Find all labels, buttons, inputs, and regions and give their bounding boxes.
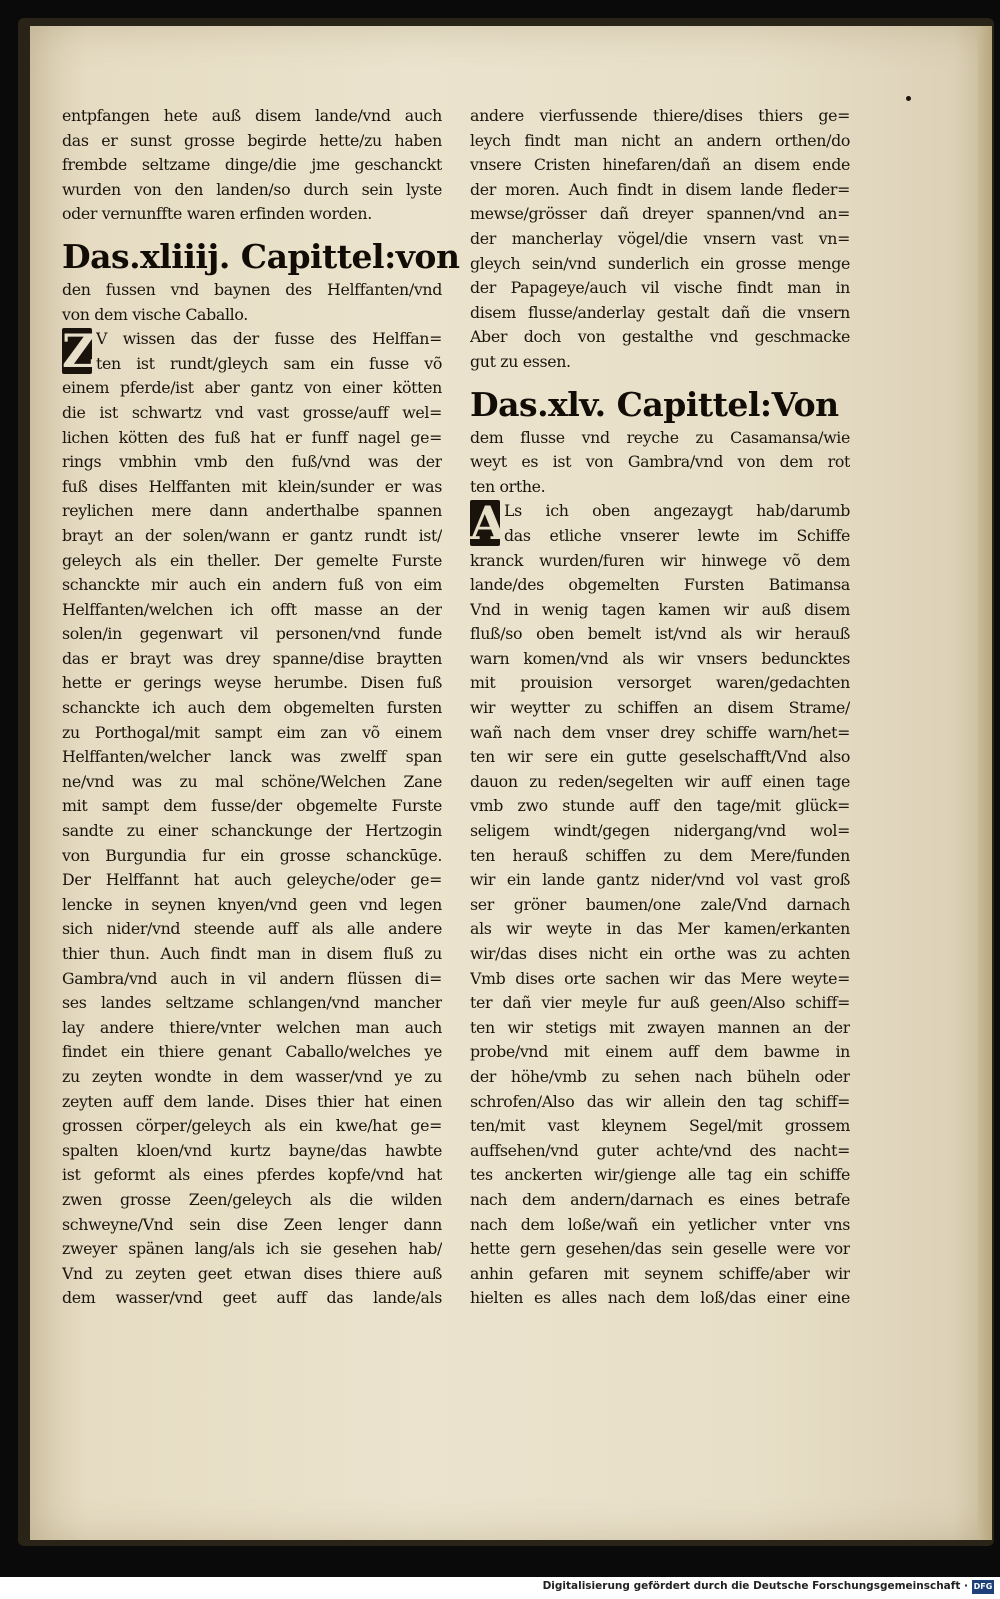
text-line: vmb zwo stunde auff den tage/mit glück=: [470, 796, 850, 816]
text-line: der höhe/vmb zu sehen nach büheln oder: [470, 1066, 850, 1086]
text-line: ter dañ vier meyle fur auß geen/Also schiff=: [470, 993, 850, 1013]
text-line: fluß/so oben bemelt ist/vnd als wir herauß: [470, 624, 850, 644]
text-line: andere vierfussende thiere/dises thiers ge=: [470, 106, 850, 125]
text-line: das er sunst grosse begirde hette/zu haben: [62, 130, 442, 150]
text-line: ten wir stetigs mit zwayen mannen an der: [470, 1017, 850, 1037]
text-line: tes anckerten wir/gienge alle tag ein schiffe: [470, 1165, 850, 1185]
text-line: solen/in gegenwart vil personen/vnd funde: [62, 624, 442, 644]
text-line: hette er gerings weyse herumbe. Disen fuß: [62, 673, 442, 693]
text-line: zu zeyten wondte in dem wasser/vnd ye zu: [62, 1066, 442, 1086]
text-line: frembde seltzame dinge/die jme geschanckt: [62, 155, 442, 175]
text-line: als wir weyte in das Mer kamen/erkanten: [470, 919, 850, 939]
text-line: das er brayt was drey spanne/dise braytten: [62, 648, 442, 668]
left-column: [62, 104, 460, 1311]
text-line: entpfangen hete auß disem lande/vnd auch: [62, 106, 442, 125]
text-line: mit prouision versorget waren/gedachten: [470, 673, 850, 693]
chapter-subheading-44: [62, 278, 442, 327]
right-column: [470, 104, 850, 1311]
text-line: von Burgundia fur ein grosse schanckūge.: [62, 845, 442, 865]
text-line: dem flusse vnd reyche zu Casamansa/wie: [470, 427, 850, 447]
text-line: lande/des obgemelten Fursten Batimansa: [470, 575, 850, 595]
text-line: lichen kötten des fuß hat er funff nagel ge=: [62, 427, 442, 447]
text-line: wir ein lande gantz nider/vnd vol vast groß: [470, 870, 850, 890]
paragraph-start: [470, 496, 850, 551]
text-line: spalten kloen/vnd kurtz bayne/das hawbte: [62, 1140, 442, 1160]
paragraph-start: [62, 324, 442, 379]
text-line: dauon zu reden/segelten wir auff einen tage: [470, 771, 850, 791]
text-line: wurden von den landen/so durch sein lyste: [62, 179, 442, 199]
text-line: ten orthe.: [470, 476, 546, 496]
text-line: das etliche vnserer lewte im Schiffe: [504, 525, 850, 545]
text-line: ses landes seltzame schlangen/vnd mancher: [62, 993, 442, 1013]
text-line: V wissen das der fusse des Helffan=: [96, 329, 442, 349]
text-line: schweyne/Vnd sein dise Zeen lenger dann: [62, 1214, 442, 1234]
text-line: findet ein thiere genant Caballo/welches ye: [62, 1042, 442, 1062]
text-line: ser gröner baumen/one zale/Vnd darnach: [470, 894, 850, 914]
text-line: gut zu essen.: [470, 351, 571, 371]
text-line: Ls ich oben angezaygt hab/darumb: [504, 501, 850, 521]
text-line: probe/vnd mit einem auff dem bawme in: [470, 1042, 850, 1062]
text-line: mit sampt dem fusse/der obgemelte Furste: [62, 796, 442, 816]
text-line: dem wasser/vnd geet auff das lande/als: [62, 1288, 442, 1308]
text-line: schrofen/Also das wir allein den tag schiff=: [470, 1091, 850, 1111]
chapter-heading-45: Das.xlv. Capittel:Von: [470, 384, 839, 424]
text-line: der mancherlay vögel/die vnsern vast vn=: [470, 228, 850, 248]
text-line: Gambra/vnd auch in vil andern flüssen di=: [62, 968, 442, 988]
text-line: der Papageye/auch vil vische findt man in: [470, 278, 850, 298]
text-line: die ist schwartz vnd vast grosse/auff wel=: [62, 402, 442, 422]
text-line: hette gern gesehen/das sein geselle were vor: [470, 1239, 850, 1259]
first-lines: [470, 496, 850, 551]
text-line: weyt es ist von Gambra/vnd von dem rot: [470, 452, 850, 472]
first-lines: [62, 324, 442, 379]
text-line: ist geformt als eines pferdes kopfe/vnd hat: [62, 1165, 442, 1185]
text-line: Vnd in wenig tagen kamen wir auß disem: [470, 599, 850, 619]
text-line: schanckte ich auch dem obgemelten fursten: [62, 698, 442, 718]
footer-bar: [0, 1577, 1000, 1599]
text-line: Helffanten/welcher lanck was zwelff span: [62, 747, 442, 767]
text-line: wir/das dises nicht ein orthe was zu achten: [470, 944, 850, 963]
text-line: lay andere thiere/vnter welchen man auch: [62, 1017, 442, 1037]
text-line: zu Porthogal/mit sampt eim zan võ einem: [62, 722, 442, 742]
text-line: schanckte mir auch ein andern fuß von eim: [62, 575, 442, 595]
text-line: vnsere Cristen hinefaren/dañ an disem ende: [470, 155, 850, 175]
text-line: brayt an der solen/wann er gantz rundt ist/: [62, 525, 442, 545]
text-line: disem flusse/anderlay gestalt dañ die vnsern: [470, 302, 850, 322]
text-line: lencke in seynen knyen/vnd geen vnd legen: [62, 894, 442, 914]
text-line: sich nider/vnd steende auff als alle andere: [62, 919, 442, 939]
text-line: oder vernunffte waren erfinden worden.: [62, 204, 372, 224]
drop-initial: A: [470, 496, 506, 551]
text-line: ten herauß schiffen zu dem Mere/funden: [470, 845, 850, 865]
text-line: grossen cörper/geleych als ein kwe/hat ge=: [62, 1116, 442, 1136]
text-line: seligem windt/gegen nidergang/vnd wol=: [470, 821, 850, 841]
text-line: thier thun. Auch findt man in disem fluß zu: [62, 944, 442, 963]
text-line: mewse/grösser dañ dreyer spannen/vnd an=: [470, 204, 850, 224]
text-line: zwen grosse Zeen/geleych als die wilden: [62, 1189, 442, 1209]
text-line: leych findt man nicht an andern orthen/do: [470, 130, 850, 150]
page-edge: [978, 26, 992, 1540]
text-line: ten wir sere ein gutte geselschafft/Vnd also: [470, 747, 850, 767]
text-line: ten/mit vast kleynem Segel/mit grossem: [470, 1116, 850, 1136]
left-top-text: [62, 104, 442, 227]
text-line: einem pferde/ist aber gantz von einer kötten: [62, 378, 442, 398]
chapter-heading-44: Das.xliiij. Capittel:von: [62, 236, 460, 276]
left-body-text: [62, 376, 442, 1311]
text-line: nach dem andern/darnach es eines betrafe: [470, 1189, 850, 1209]
drop-initial: Z: [62, 324, 96, 379]
text-line: gleych sein/vnd sunderlich ein grosse menge: [470, 253, 850, 273]
text-line: zweyer spänen lang/als ich sie gesehen hab/: [62, 1239, 442, 1259]
footer-credit: Digitalisierung gefördert durch die Deutsche Forschungsgemeinschaft ·: [542, 1580, 968, 1592]
text-line: der moren. Auch findt in disem lande fleder=: [470, 179, 850, 199]
text-line: den fussen vnd baynen des Helffanten/vnd: [62, 279, 442, 299]
text-line: hielten es alles nach dem loß/das einer eine: [470, 1288, 850, 1308]
text-line: Helffanten/welchen ich offt masse an der: [62, 599, 442, 619]
text-line: nach dem loße/wañ ein yetlicher vnter vns: [470, 1214, 850, 1234]
text-line: sandte zu einer schanckunge der Hertzogin: [62, 821, 442, 841]
text-line: wañ nach dem vnser drey schiffe warn/het=: [470, 722, 850, 742]
text-line: warn komen/vnd als wir vnsers beduncktes: [470, 648, 850, 668]
text-line: Der Helffannt hat auch geleyche/oder ge=: [62, 870, 442, 890]
text-line: von dem vische Caballo.: [62, 304, 248, 324]
text-line: ten ist rundt/gleych sam ein fusse võ: [96, 353, 442, 373]
text-line: zeyten auff dem lande. Dises thier hat einen: [62, 1091, 442, 1111]
text-line: rings vmbhin vmb den fuß/vnd was der: [62, 452, 442, 472]
text-line: wir weytter zu schiffen an disem Strame/: [470, 698, 850, 718]
text-line: Vnd zu zeyten geet etwan dises thiere auß: [62, 1263, 442, 1283]
text-line: ne/vnd was zu mal schöne/Welchen Zane: [62, 771, 442, 791]
right-body-text: [470, 549, 850, 1311]
text-line: geleych als ein theller. Der gemelte Furste: [62, 550, 442, 570]
dfg-logo: DFG: [972, 1580, 994, 1594]
text-line: auffsehen/vnd guter achte/vnd des nacht=: [470, 1140, 850, 1160]
ink-dot: [906, 96, 911, 101]
text-line: reylichen mere dann anderthalbe spannen: [62, 501, 442, 521]
text-line: fuß dises Helffanten mit klein/sunder er was: [62, 476, 442, 496]
text-line: Aber doch von gestalthe vnd geschmacke: [470, 327, 850, 347]
text-line: anhin gefaren mit seynem schiffe/aber wir: [470, 1263, 850, 1283]
right-top-text: [470, 104, 850, 375]
text-line: Vmb dises orte sachen wir das Mere weyte=: [470, 968, 850, 988]
text-line: kranck wurden/furen wir hinwege võ dem: [470, 550, 850, 570]
chapter-subheading-45: [470, 426, 850, 500]
